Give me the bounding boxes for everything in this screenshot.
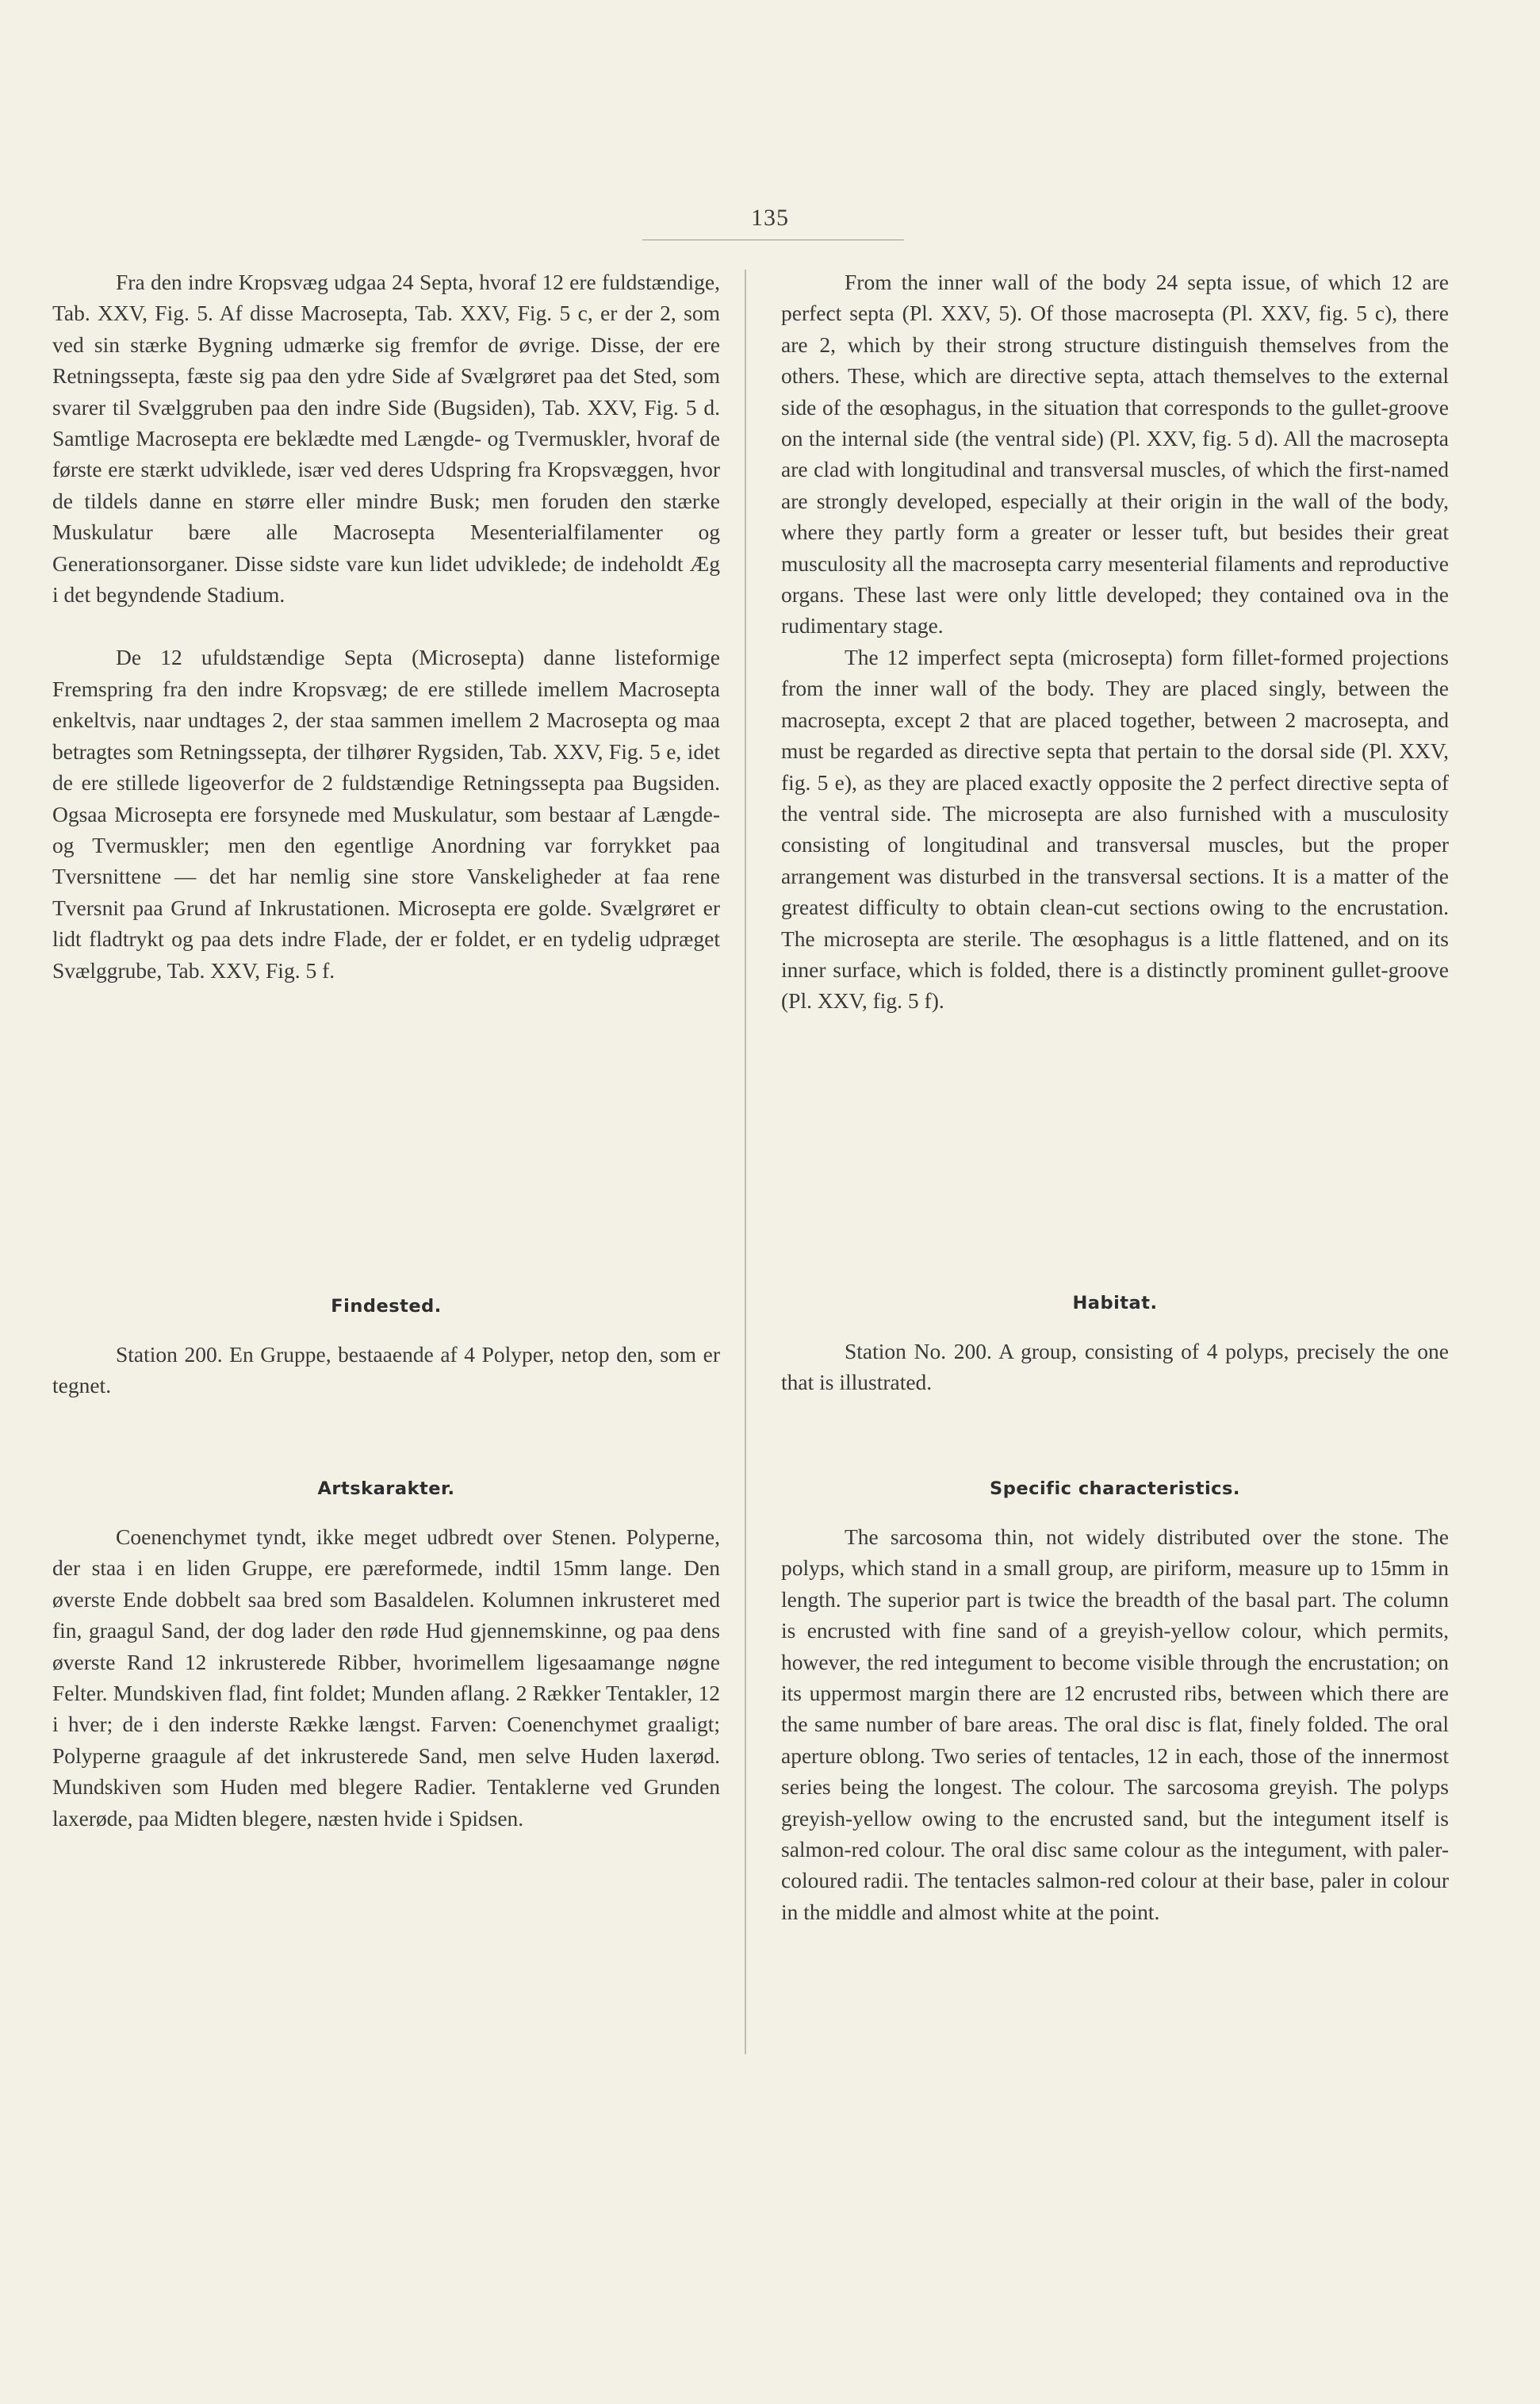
- column-divider: [745, 270, 746, 2054]
- specific-section: [781, 1521, 1449, 1927]
- left-paragraph-2: De 12 ufuldstændige Septa (Microsepta) danne listeformige Fremspring fra den indre Kropsvæg; de ere stillede imellem Macrosepta enkeltvis, naar undtages 2, der staa sammen imellem 2 Macrosepta og maa betragtes som Retningssepta, der tilhører Rygsiden, Tab. XXV, Fig. 5 e, idet de ere stillede ligeoverfor de 2 fuldstændige Retningssepta paa Bugsiden. Ogsaa Microsepta ere forsynede med Muskulatur, som bestaar af Længde- og Tvermuskler; men den egentlige Anordning var forrykket paa Tversnittene — det har nemlig sine store Vanskeligheder at faa rene Tversnit paa Grund af Inkrustationen. Microsepta ere golde. Svælgrøret er lidt fladtrykt og paa dets indre Flade, der er foldet, er en tydelig udpræget Svælggrube, Tab. XXV, Fig. 5 f.: [52, 645, 720, 983]
- findested-section: [52, 1339, 720, 1401]
- right-paragraph-2: The 12 imperfect septa (microsepta) form fillet-formed projections from the inner wall of the body. They are placed singly, between the macrosepta, except 2 that are placed together, between 2 macrosepta, and must be regarded as directive septa that pertain to the dorsal side (Pl. XXV, fig. 5 e), as they are placed exactly opposite the 2 perfect directive septa of the ventral side. The microsepta are also furnished with a musculosity consisting of longitudinal and transversal muscles, but the proper arrangement was disturbed in the transversal sections. It is a matter of the greatest difficulty to obtain clean-cut sections owing to the encrustation. The microsepta are sterile. The œsophagus is a little flattened, and on its inner surface, which is folded, there is a distinctly prominent gullet-groove (Pl. XXV, fig. 5 f).: [781, 644, 1449, 1014]
- left-paragraph-1: Fra den indre Kropsvæg udgaa 24 Septa, hvoraf 12 ere fuldstændige, Tab. XXV, Fig. 5. Af disse Macrosepta, Tab. XXV, Fig. 5 c, er der 2, som ved sin stærke Bygning udmærke sig fremfor de øvrige. Disse, der ere Retningssepta, fæste sig paa den ydre Side af Svælgrøret paa det Sted, som svarer til Svælggruben paa den indre Side (Bugsiden), Tab. XXV, Fig. 5 d. Samtlige Macrosepta ere beklædte med Længde- og Tvermuskler, hvoraf de første ere stærkt udviklede, især ved deres Udspring fra Kropsvæggen, hvor de tildels danne en større eller mindre Busk; men foruden den stærke Muskulatur bære alle Macrosepta Mesenterialfilamenter og Generationsorganer. Disse sidste vare kun lidet udviklede; de indeholdt Æg i det begyndende Stadium.: [52, 270, 720, 608]
- findested-text: Station 200. En Gruppe, bestaaende af 4 Polyper, netop den, som er tegnet.: [52, 1342, 720, 1398]
- habitat-section: [781, 1336, 1449, 1398]
- right-body: [781, 266, 1449, 1017]
- artskarakter-heading: Artskarakter.: [317, 1478, 455, 1499]
- artskarakter-section: [52, 1521, 720, 1834]
- specific-text: The sarcosoma thin, not widely distributed over the stone. The polyps, which stand in a small group, are piriform, measure up to 15mm in length. The superior part is twice the breadth of the basal part. The column is encrusted with fine sand of a greyish-yellow colour, which permits, however, the red integument to become visible through the encrustation; on its uppermost margin there are 12 encrusted ribs, between which there are the same number of bare areas. The oral disc is flat, finely folded. The oral aperture oblong. Two series of tentacles, 12 in each, those of the innermost series being the longest. The colour. The sarcosoma greyish. The polyps greyish-yellow owing to the encrusted sand, but the integument itself is salmon-red colour. The oral disc same colour as the integument, with paler-coloured radii. The tentacles salmon-red colour at their base, paler in colour in the middle and almost white at the point.: [781, 1524, 1449, 1924]
- habitat-heading: Habitat.: [1072, 1293, 1158, 1313]
- findested-heading: Findested.: [331, 1296, 442, 1317]
- artskarakter-text: Coenenchymet tyndt, ikke meget udbredt over Stenen. Polyperne, der staa i en liden Gruppe, ere pæreformede, indtil 15mm lange. Den øverste Ende dobbelt saa bred som Basaldelen. Kolumnen inkrusteret med fin, graagul Sand, der dog lader den røde Hud gjennemskinne, og paa dens øverste Rand 12 inkrusterede Ribber, hvorimellem ligesaamange nøgne Felter. Mundskiven flad, fint foldet; Munden aflang. 2 Rækker Tentakler, 12 i hver; de i den inderste Række længst. Farven: Coenenchymet graaligt; Polyperne graagule af det inkrusterede Sand, men selve Huden laxerød. Mundskiven som Huden med blegere Radier. Tentaklerne ved Grunden laxerøde, paa Midten blegere, næsten hvide i Spidsen.: [52, 1524, 720, 1831]
- habitat-text: Station No. 200. A group, consisting of 4 polyps, precisely the one that is illustrated.: [781, 1339, 1449, 1395]
- right-paragraph-1: From the inner wall of the body 24 septa issue, of which 12 are perfect septa (Pl. XXV, 5). Of those macrosepta (Pl. XXV, fig. 5 c), there are 2, which by their strong structure distinguish themselves from the others. These, which are directive septa, attach themselves to the external side of the œsophagus, in the situation that corresponds to the gullet-groove on the internal side (the ventral side) (Pl. XXV, fig. 5 d). All the macrosepta are clad with longitudinal and transversal muscles, of which the first-named are strongly developed, especially at their origin in the wall of the body, where they partly form a greater or lesser tuft, but besides their great musculosity all the macrosepta carry mesenterial filaments and reproductive organs. These last were only little developed; they contained ova in the rudimentary stage.: [781, 270, 1449, 638]
- left-body: [52, 266, 720, 986]
- page-number: 135: [751, 205, 789, 231]
- specific-heading: Specific characteristics.: [990, 1478, 1240, 1499]
